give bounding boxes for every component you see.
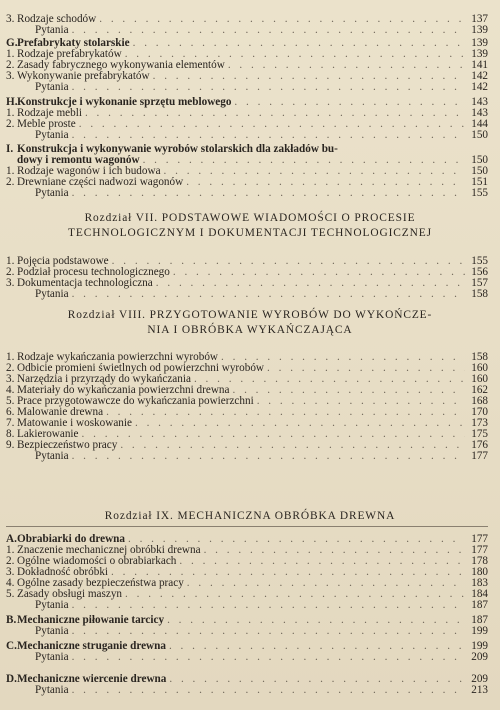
entry-number: 2. bbox=[6, 59, 15, 71]
section-letter: I. bbox=[6, 143, 14, 155]
dot-leader bbox=[133, 38, 465, 49]
entry-title: Dokładność obróbki bbox=[17, 566, 109, 578]
entry-page: 175 bbox=[471, 428, 488, 440]
entry-number: 1. bbox=[6, 165, 15, 177]
entry-page: 155 bbox=[471, 255, 488, 267]
toc-entry bbox=[6, 108, 488, 119]
chapter-heading-line2: NIA I OBRÓBKA WYKAŃCZAJĄCA bbox=[147, 324, 353, 336]
dot-leader bbox=[82, 429, 466, 440]
toc-entry bbox=[6, 440, 488, 451]
entry-title: Malowanie drewna bbox=[17, 406, 104, 418]
section-letter: D. bbox=[6, 673, 17, 685]
section-title: Mechaniczne piłowanie tarcicy bbox=[17, 614, 165, 626]
toc-section-heading bbox=[6, 641, 488, 652]
entry-title: Znaczenie mechanicznej obróbki drewna bbox=[17, 544, 201, 556]
entry-title: Pytania bbox=[35, 450, 69, 462]
dot-leader bbox=[72, 626, 465, 637]
dot-leader bbox=[164, 166, 465, 177]
toc-entry-questions bbox=[6, 289, 488, 300]
dot-leader bbox=[153, 71, 465, 82]
section-title: Mechaniczne struganie drewna bbox=[17, 640, 166, 652]
dot-leader bbox=[232, 385, 465, 396]
entry-title: Pytania bbox=[35, 651, 69, 663]
entry-page: 150 bbox=[471, 165, 488, 177]
toc-entry-questions bbox=[6, 82, 488, 93]
entry-page: 177 bbox=[471, 450, 488, 462]
entry-page: 158 bbox=[471, 288, 488, 300]
entry-title: Pytania bbox=[35, 625, 69, 637]
entry-number: 7. bbox=[6, 417, 15, 429]
dot-leader bbox=[169, 641, 465, 652]
entry-page: 143 bbox=[471, 96, 488, 108]
entry-title: Dokumentacja technologiczna bbox=[17, 277, 153, 289]
section-letter: G. bbox=[6, 37, 18, 49]
entry-page: 199 bbox=[471, 625, 488, 637]
entry-title: Prace przygotowawcze do wykańczania powierzchni bbox=[17, 395, 254, 407]
entry-page: 184 bbox=[471, 588, 488, 600]
entry-title: Matowanie i woskowanie bbox=[17, 417, 132, 429]
toc-entry bbox=[6, 71, 488, 82]
toc-entry-questions bbox=[6, 652, 488, 663]
entry-number: 4. bbox=[6, 577, 15, 589]
entry-title: Materiały do wykańczania powierzchni drewna bbox=[17, 384, 230, 396]
dot-leader bbox=[99, 14, 465, 25]
entry-page: 209 bbox=[471, 673, 488, 685]
entry-page: 176 bbox=[471, 439, 488, 451]
toc-entry bbox=[6, 14, 488, 25]
section-title: Obrabiarki do drewna bbox=[17, 533, 125, 545]
entry-page: 139 bbox=[471, 24, 488, 36]
divider bbox=[6, 526, 488, 527]
dot-leader bbox=[169, 674, 465, 685]
entry-page: 157 bbox=[471, 277, 488, 289]
toc-entry bbox=[6, 119, 488, 130]
entry-title: Pytania bbox=[35, 288, 69, 300]
entry-title: Pytania bbox=[35, 599, 69, 611]
entry-title: Ogólne zasady bezpieczeństwa pracy bbox=[17, 577, 184, 589]
entry-title: Bezpieczeństwo pracy bbox=[17, 439, 118, 451]
dot-leader bbox=[267, 363, 465, 374]
entry-title: Rodzaje prefabrykatów bbox=[17, 48, 122, 60]
entry-number: 2. bbox=[6, 118, 15, 130]
entry-title: Pytania bbox=[35, 684, 69, 696]
entry-page: 177 bbox=[471, 544, 488, 556]
entry-page: 178 bbox=[471, 555, 488, 567]
entry-title: Pytania bbox=[35, 81, 69, 93]
entry-page: 187 bbox=[471, 614, 488, 626]
section-letter: H. bbox=[6, 96, 18, 108]
toc-entry-questions bbox=[6, 451, 488, 462]
entry-number: 5. bbox=[6, 588, 15, 600]
entry-title: Rodzaje wykańczania powierzchni wyrobów bbox=[17, 351, 218, 363]
entry-page: 162 bbox=[471, 384, 488, 396]
entry-page: 213 bbox=[471, 684, 488, 696]
entry-page: 183 bbox=[471, 577, 488, 589]
toc-section-heading bbox=[6, 615, 488, 626]
toc-entry-questions bbox=[6, 626, 488, 637]
entry-page: 151 bbox=[471, 176, 488, 188]
entry-title: Narzędzia i przyrządy do wykańczania bbox=[17, 373, 191, 385]
toc-entry-questions bbox=[6, 25, 488, 36]
section-title: Konstrukcje i wykonanie sprzętu meblowego bbox=[17, 96, 232, 108]
entry-title: Zasady fabrycznego wykonywania elementów bbox=[17, 59, 225, 71]
entry-number: 1. bbox=[6, 544, 15, 556]
section-title: Prefabrykaty stolarskie bbox=[17, 37, 130, 49]
entry-page: 139 bbox=[471, 48, 488, 60]
entry-title: Zasady obsługi maszyn bbox=[17, 588, 123, 600]
section-title-line2: dowy i remontu wagonów bbox=[17, 154, 140, 166]
dot-leader bbox=[72, 451, 465, 462]
entry-page: 160 bbox=[471, 362, 488, 374]
dot-leader bbox=[72, 188, 465, 199]
dot-leader bbox=[257, 396, 465, 407]
entry-page: 158 bbox=[471, 351, 488, 363]
entry-page: 156 bbox=[471, 266, 488, 278]
entry-number: 4. bbox=[6, 384, 15, 396]
entry-page: 173 bbox=[471, 417, 488, 429]
entry-title: Rodzaje wagonów i ich budowa bbox=[17, 165, 161, 177]
dot-leader bbox=[120, 440, 465, 451]
entry-title: Ogólne wiadomości o obrabiarkach bbox=[17, 555, 177, 567]
dot-leader bbox=[135, 418, 465, 429]
entry-number: 2. bbox=[6, 266, 15, 278]
entry-title: Pojęcia podstawowe bbox=[17, 255, 109, 267]
entry-page: 141 bbox=[471, 59, 488, 71]
dot-leader bbox=[234, 97, 465, 108]
entry-title: Rodzaje mebli bbox=[17, 107, 82, 119]
dot-leader bbox=[72, 685, 465, 696]
toc-entry-questions bbox=[6, 600, 488, 611]
dot-leader bbox=[72, 600, 465, 611]
entry-title: Pytania bbox=[35, 24, 69, 36]
entry-number: 3. bbox=[6, 566, 15, 578]
entry-number: 1. bbox=[6, 255, 15, 267]
entry-page: 142 bbox=[471, 70, 488, 82]
entry-number: 2. bbox=[6, 362, 15, 374]
dot-leader bbox=[228, 60, 465, 71]
dot-leader bbox=[125, 589, 465, 600]
entry-title: Lakierowanie bbox=[17, 428, 79, 440]
entry-page: 180 bbox=[471, 566, 488, 578]
entry-number: 8. bbox=[6, 428, 15, 440]
entry-page: 177 bbox=[471, 533, 488, 545]
dot-leader bbox=[179, 556, 465, 567]
chapter-heading-line1: Rozdział VII. PODSTAWOWE WIADOMOŚCI O PROCESIE bbox=[84, 212, 416, 224]
entry-title: Drewniane części nadwozi wagonów bbox=[17, 176, 184, 188]
toc-entry bbox=[6, 278, 488, 289]
entry-title: Wykonywanie prefabrykatów bbox=[17, 70, 150, 82]
entry-title: Odbicie promieni świetlnych od powierzchni wyrobów bbox=[17, 362, 264, 374]
section-title-line1: Konstrukcja i wykonywanie wyrobów stolarskich dla zakładów bu- bbox=[17, 143, 338, 155]
chapter-heading-line1: Rozdział IX. MECHANICZNA OBRÓBKA DREWNA bbox=[104, 510, 396, 522]
section-title: Mechaniczne wiercenie drewna bbox=[17, 673, 167, 685]
section-letter: C. bbox=[6, 640, 17, 652]
dot-leader bbox=[186, 177, 465, 188]
dot-leader bbox=[187, 578, 465, 589]
entry-number: 3. bbox=[6, 373, 15, 385]
entry-title: Meble proste bbox=[17, 118, 76, 130]
dot-leader bbox=[173, 267, 465, 278]
dot-leader bbox=[79, 119, 465, 130]
toc-entry bbox=[6, 589, 488, 600]
entry-number: 6. bbox=[6, 406, 15, 418]
entry-page: 168 bbox=[471, 395, 488, 407]
dot-leader bbox=[72, 25, 465, 36]
dot-leader bbox=[85, 108, 465, 119]
dot-leader bbox=[72, 130, 465, 141]
entry-page: 209 bbox=[471, 651, 488, 663]
toc-entry bbox=[6, 177, 488, 188]
entry-page: 142 bbox=[471, 81, 488, 93]
entry-number: 3. bbox=[6, 13, 15, 25]
toc-entry-questions bbox=[6, 130, 488, 141]
section-letter: A. bbox=[6, 533, 17, 545]
dot-leader bbox=[194, 374, 465, 385]
entry-title: Pytania bbox=[35, 187, 69, 199]
entry-page: 150 bbox=[471, 154, 488, 166]
dot-leader bbox=[72, 289, 465, 300]
dot-leader bbox=[106, 407, 465, 418]
entry-number: 5. bbox=[6, 395, 15, 407]
entry-page: 155 bbox=[471, 187, 488, 199]
entry-number: 9. bbox=[6, 439, 15, 451]
entry-number: 1. bbox=[6, 351, 15, 363]
dot-leader bbox=[72, 652, 465, 663]
dot-leader bbox=[156, 278, 465, 289]
entry-number: 3. bbox=[6, 70, 15, 82]
entry-number: 2. bbox=[6, 176, 15, 188]
dot-leader bbox=[204, 545, 465, 556]
entry-page: 139 bbox=[471, 37, 488, 49]
entry-title: Podział procesu technologicznego bbox=[17, 266, 170, 278]
entry-number: 1. bbox=[6, 107, 15, 119]
entry-page: 143 bbox=[471, 107, 488, 119]
entry-page: 144 bbox=[471, 118, 488, 130]
toc-entry-questions bbox=[6, 685, 488, 696]
entry-page: 160 bbox=[471, 373, 488, 385]
entry-number: 3. bbox=[6, 277, 15, 289]
entry-title: Rodzaje schodów bbox=[17, 13, 97, 25]
entry-page: 187 bbox=[471, 599, 488, 611]
entry-page: 150 bbox=[471, 129, 488, 141]
entry-page: 170 bbox=[471, 406, 488, 418]
entry-page: 199 bbox=[471, 640, 488, 652]
entry-number: 2. bbox=[6, 555, 15, 567]
toc-section-heading bbox=[6, 674, 488, 685]
toc-entry-questions bbox=[6, 188, 488, 199]
entry-page: 137 bbox=[471, 13, 488, 25]
dot-leader bbox=[143, 155, 465, 166]
entry-number: 1. bbox=[6, 48, 15, 60]
dot-leader bbox=[167, 615, 465, 626]
section-letter: B. bbox=[6, 614, 17, 626]
dot-leader bbox=[72, 82, 465, 93]
chapter-heading-line1: Rozdział VIII. PRZYGOTOWANIE WYROBÓW DO WYKOŃCZE- bbox=[67, 309, 433, 321]
chapter-heading-line2: TECHNOLOGICZNYM I DOKUMENTACJI TECHNOLOGICZNEJ bbox=[68, 227, 432, 239]
entry-title: Pytania bbox=[35, 129, 69, 141]
